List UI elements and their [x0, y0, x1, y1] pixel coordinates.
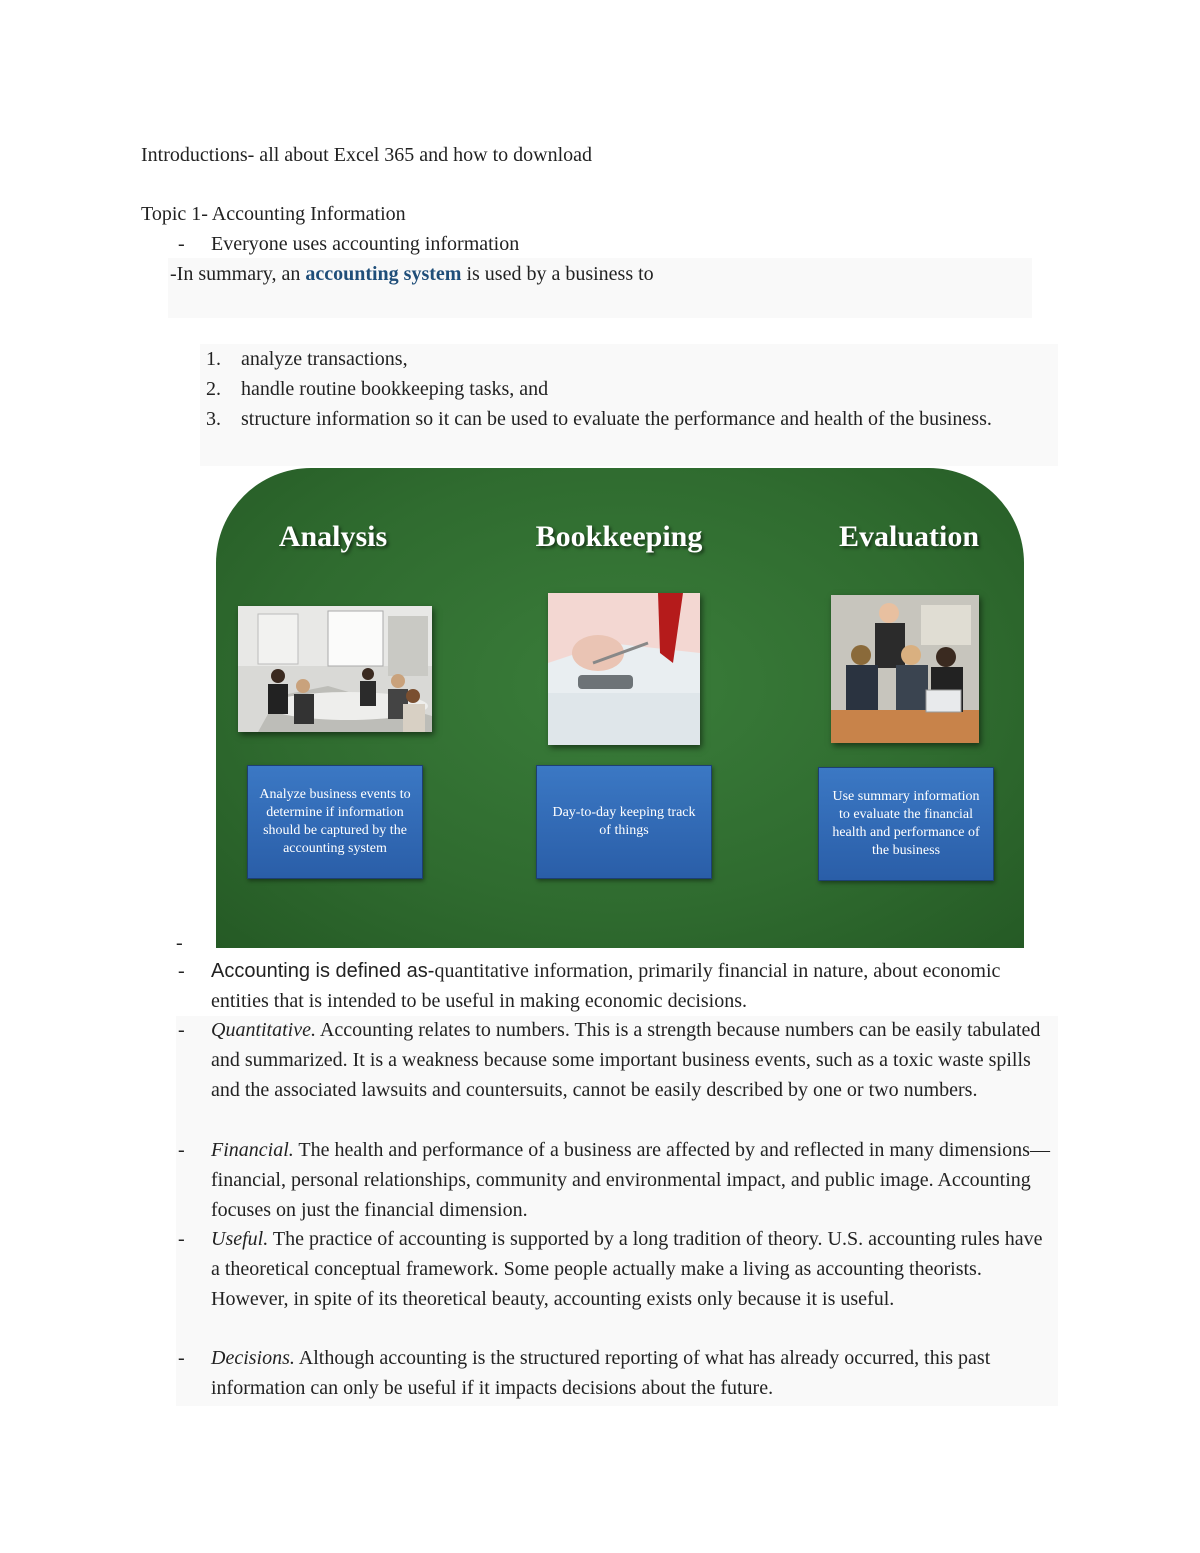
- accounting-system-graphic: [216, 468, 1024, 948]
- meeting-photo-icon: [238, 606, 432, 732]
- term-label: Quantitative.: [211, 1019, 316, 1041]
- term-label: Useful.: [211, 1228, 269, 1250]
- team-laptop-photo-icon: [831, 595, 979, 743]
- definition-dash: -: [178, 960, 185, 982]
- bullet-dash: -: [178, 233, 185, 255]
- term-label: Decisions.: [211, 1347, 295, 1369]
- term-dash: -: [178, 1347, 185, 1369]
- bullet-everyone: Everyone uses accounting information: [211, 233, 520, 255]
- intro-line: Introductions- all about Excel 365 and how to download: [141, 144, 593, 166]
- term-dash: -: [178, 1019, 185, 1041]
- team-laptop-photo: [831, 595, 979, 743]
- bookkeeping-heading: Bookkeeping: [535, 520, 703, 553]
- bookkeeping-caption-box: Day-to-day keeping track of things: [536, 765, 712, 879]
- topic-heading: Topic 1- Accounting Information: [141, 203, 406, 225]
- list-item: [200, 404, 1020, 434]
- term-financial: [211, 1135, 1056, 1225]
- term-useful: [211, 1224, 1056, 1314]
- summary-suffix: is used by a business to: [461, 263, 654, 285]
- definition-lead: Accounting is defined as-: [211, 960, 435, 982]
- summary-prefix: -In summary, an: [170, 263, 306, 285]
- step-text: analyze transactions,: [241, 348, 408, 370]
- term-text: Although accounting is the structured reporting of what has already occurred, this past information can only be useful if it impacts decisions about the future.: [211, 1347, 991, 1399]
- meeting-photo: [238, 606, 432, 732]
- term-quantitative: [211, 1015, 1056, 1105]
- step-number: 2.: [206, 378, 221, 400]
- summary-line: [170, 259, 654, 289]
- definition-paragraph: [211, 956, 1056, 1016]
- step-text: handle routine bookkeeping tasks, and: [241, 378, 549, 400]
- calculator-photo: [548, 593, 700, 745]
- step-text: structure information so it can be used to evaluate the performance and health of the business.: [241, 408, 992, 430]
- term-decisions: [211, 1343, 1056, 1403]
- evaluation-caption-box: Use summary information to evaluate the financial health and performance of the business: [818, 767, 994, 881]
- empty-dash: -: [176, 932, 183, 954]
- list-item: [200, 374, 1020, 404]
- steps-list: [200, 344, 1020, 434]
- term-text: The health and performance of a business are affected by and reflected in many dimensions—financial, personal relationships, community and environmental impact, and public image. Accounting focuses on just the financial dimension.: [211, 1139, 1050, 1221]
- accounting-system-highlight: accounting system: [305, 263, 462, 285]
- term-dash: -: [178, 1228, 185, 1250]
- evaluation-heading: Evaluation: [838, 520, 980, 553]
- step-number: 3.: [206, 408, 221, 430]
- term-text: The practice of accounting is supported by a long tradition of theory. U.S. accounting rules have a theoretical conceptual framework. Some people actually make a living as accounting theorists. However, in spite of its theoretical beauty, accounting exists only because it is useful.: [211, 1228, 1043, 1310]
- analysis-heading: Analysis: [278, 520, 388, 553]
- step-number: 1.: [206, 348, 221, 370]
- analysis-caption-box: Analyze business events to determine if information should be captured by the accounting system: [247, 765, 423, 879]
- term-text: Accounting relates to numbers. This is a strength because numbers can be easily tabulated and summarized. It is a weakness because some important business events, such as a toxic waste spills and the associated lawsuits and countersuits, cannot be easily described by one or two numbers.: [211, 1019, 1041, 1101]
- calculator-photo-icon: [548, 593, 700, 745]
- term-label: Financial.: [211, 1139, 294, 1161]
- term-dash: -: [178, 1139, 185, 1161]
- list-item: [200, 344, 1020, 374]
- definition-text: quantitative information, primarily financial in nature, about economic entities that is intended to be useful in making economic decisions.: [211, 960, 1001, 1012]
